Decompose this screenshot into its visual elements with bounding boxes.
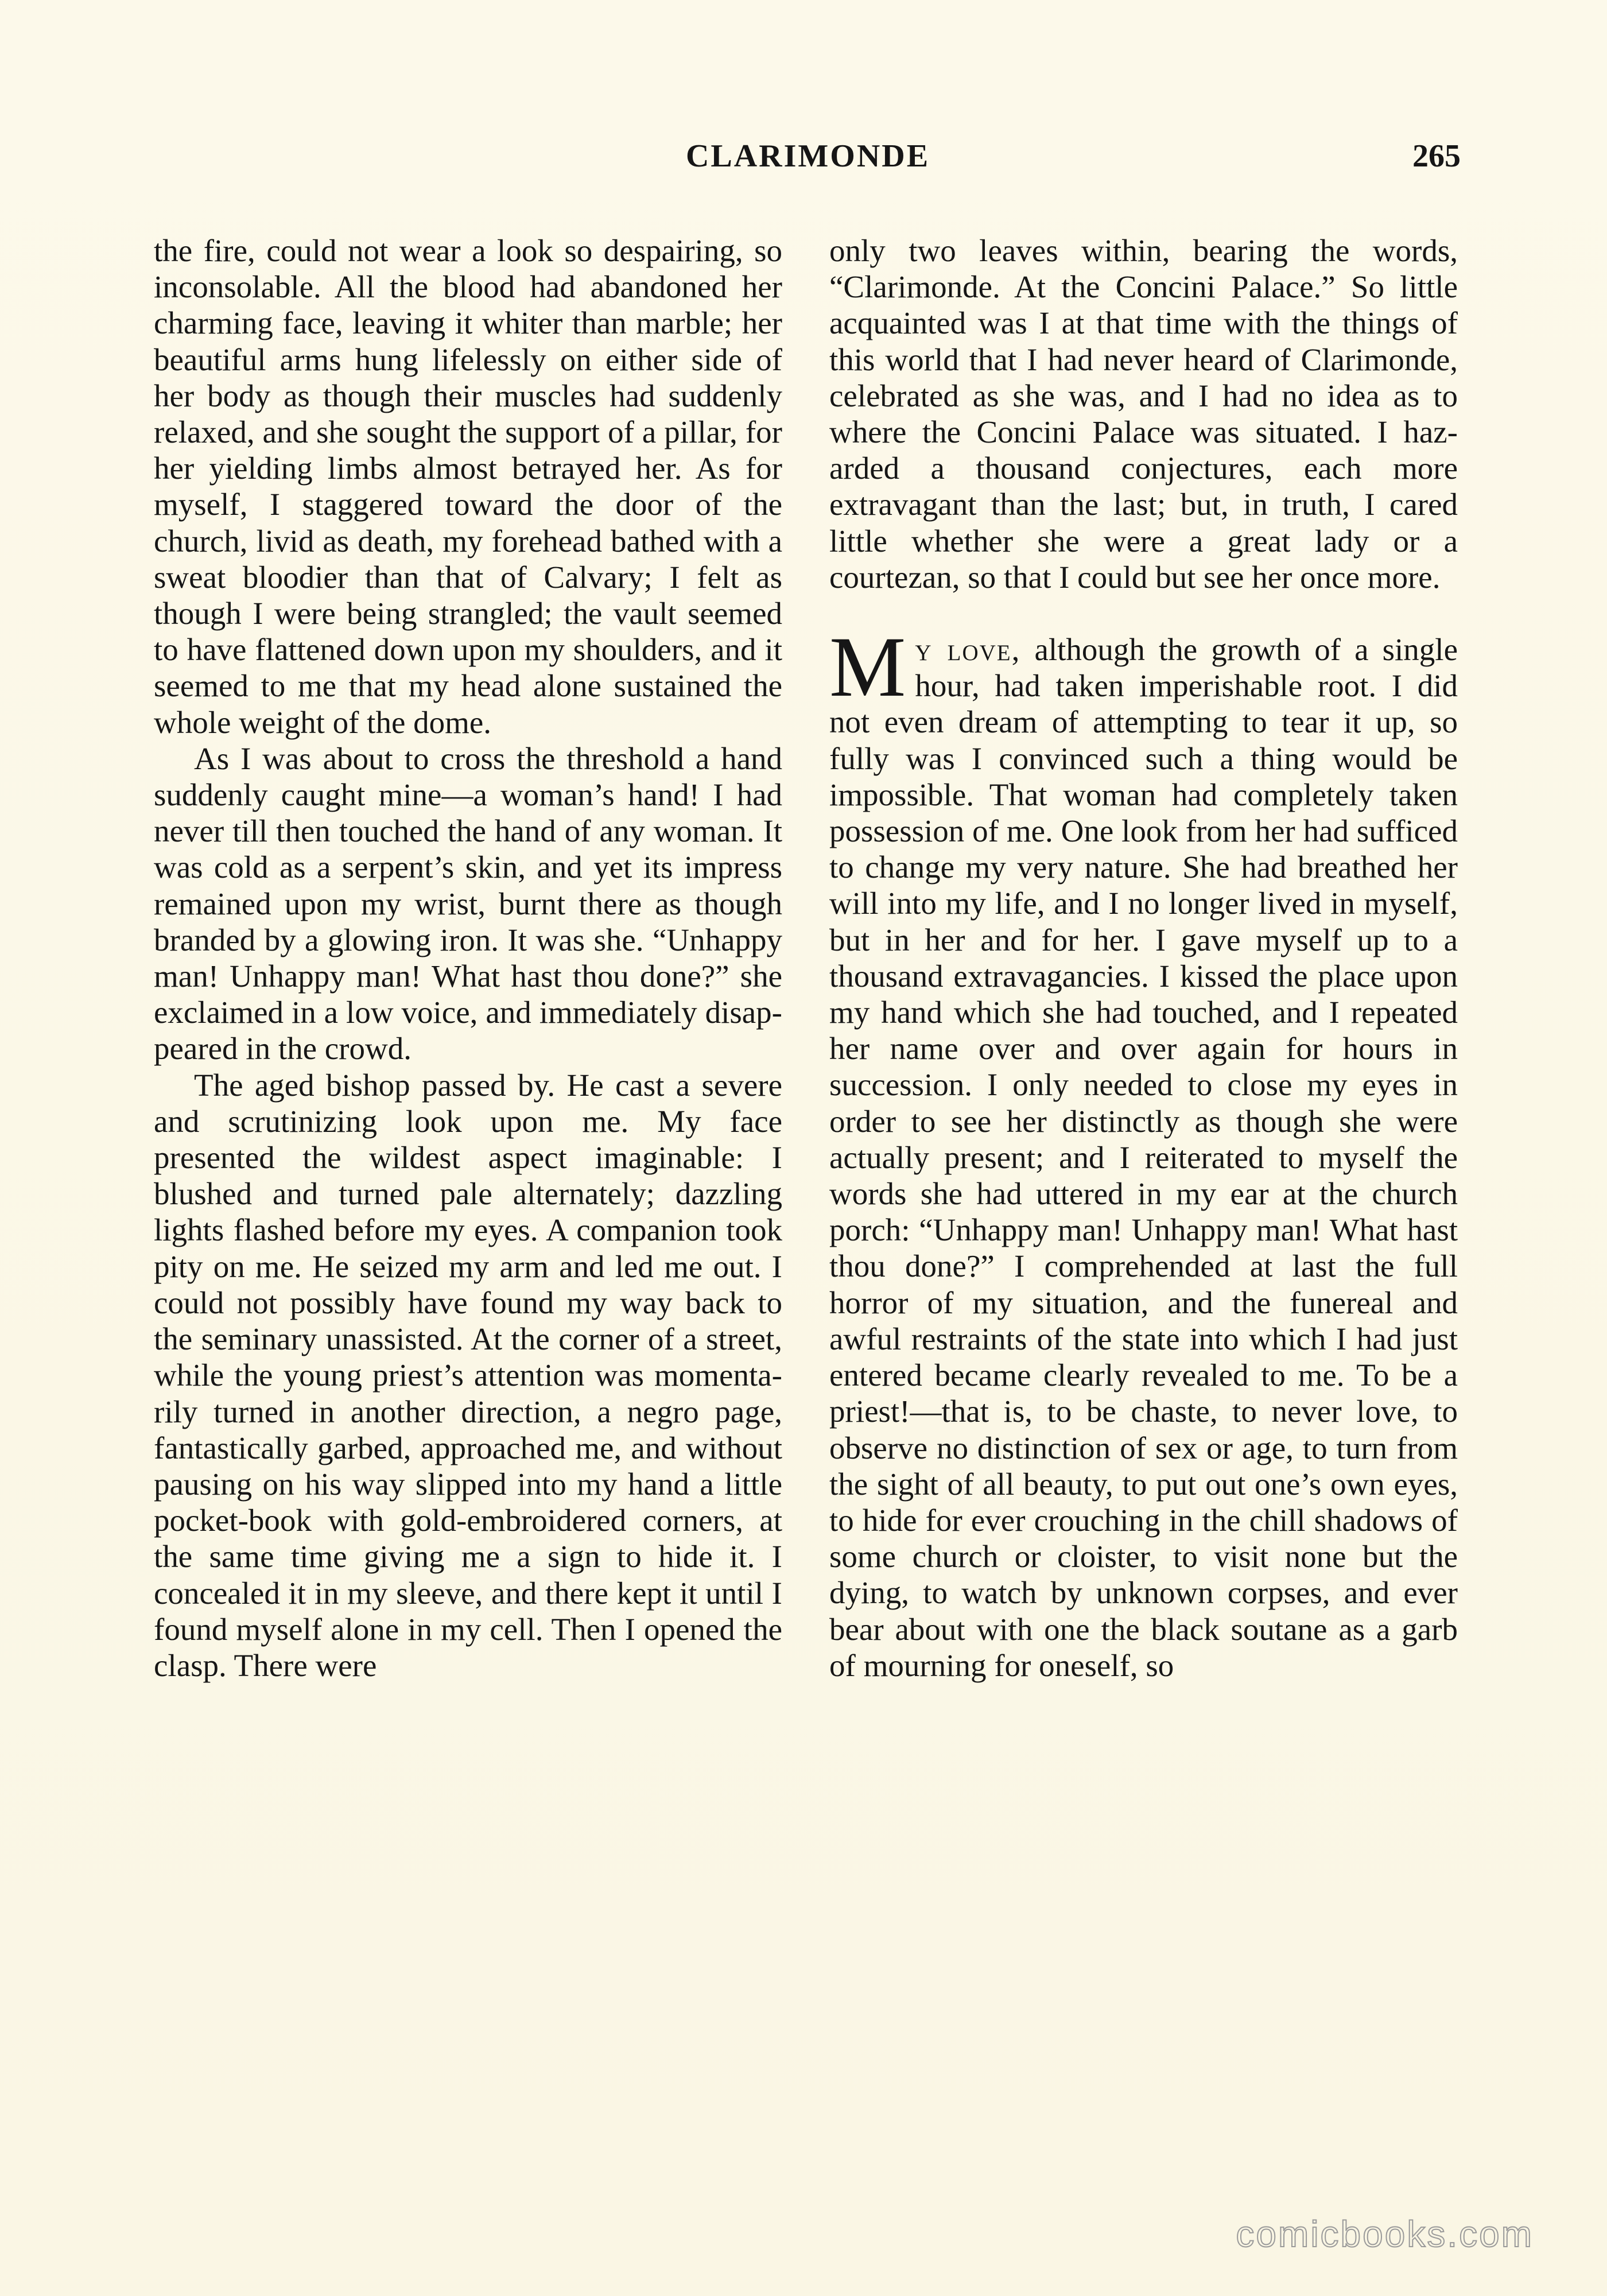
left-column xyxy=(154,232,782,1684)
opening-small-caps: y love, xyxy=(915,632,1021,668)
page-header xyxy=(155,138,1461,189)
running-title: CLARIMONDE xyxy=(685,138,930,174)
right-paragraph-1: only two leaves within, bearing the words, “Clarimonde. At the Concini Palace.” So little acquainted was I at that time with the things of this world that I had never heard of Clarimonde, celebrated as she was, and I had no idea as to where the Concini Palace was situated. I hazarded a thousand conjectures, each more extravagant than the last; but, in truth, I cared little whether she were a great lady or a courtezan, so that I could but see her once more. xyxy=(829,233,1458,595)
right-column xyxy=(829,232,1458,1684)
left-paragraph-1: the fire, could not wear a look so despairing, so inconsolable. All the blood had abandoned her charming face, leaving it whiter than marble; her beautiful arms hung lifelessly on either side of her body as though their muscles had suddenly relaxed, and she sought the support of a pillar, for her yielding limbs almost betrayed her. As for myself, I staggered toward the door of the church, livid as death, my forehead bathed with a sweat bloodier than that of Calvary; I felt as though I were being strangled; the vault seemed to have flattened down upon my shoulders, and it seemed to me that my head alone sustained the whole weight of the dome. xyxy=(154,233,782,740)
right-paragraph-2 xyxy=(829,619,1458,1684)
page-number: 265 xyxy=(1412,138,1461,174)
right-paragraph-2-text: although the growth of a single hour, had taken imperishable root. I did not even dream of attempting to tear it up, so fully was I convinced such a thing would be impossible. That woman had completely taken possession of me. One look from her had sufficed to change my very nature. She had breathed her will into my life, and I no longer lived in myself, but in her and for her. I gave myself up to a thousand extravagancies. I kissed the place upon my hand which she had touched, and I repeated her name over and over again for hours in succession. I only needed to close my eyes in order to see her distinctly as though she were actually present; and I reiterated to myself the words she had uttered in my ear at the church porch: “Unhappy man! Unhappy man! What hast thou done?” I comprehended at last the full horror of my situation, and the funereal and awful restraints of the state into which I had just entered became clearly revealed to me. To be a priest!—that is, to be chaste, to never love, to observe no distinction of sex or age, to turn from the sight of all beauty, to put out one’s own eyes, to hide for ever crouching in the chill shadows of some church or cloister, to visit none but the dying, to watch by unknown corpses, and ever bear about with one the black soutane as a garb of mourning for oneself, so xyxy=(829,632,1458,1683)
left-paragraph-2: As I was about to cross the threshold a hand suddenly caught mine—a woman’s hand! I had never till then touched the hand of any woman. It was cold as a serpent’s skin, and yet its impress remained upon my wrist, burnt there as though branded by a glowing iron. It was she. “Unhappy man! Unhappy man! What hast thou done?” she exclaimed in a low voice, and immediately disappeared in the crowd. xyxy=(154,740,782,1066)
site-watermark: comicbooks.com xyxy=(1236,2213,1534,2255)
left-paragraph-3: The aged bishop passed by. He cast a severe and scrutinizing look upon me. My face presented the wildest aspect imaginable: I blushed and turned pale alternately; dazzling lights flashed before my eyes. A companion took pity on me. He seized my arm and led me out. I could not possibly have found my way back to the seminary unassisted. At the corner of a street, while the young priest’s attention was momentarily turned in another direction, a negro page, fantastically garbed, approached me, and without pausing on his way slipped into my hand a little pocket-book with gold-embroidered corners, at the same time giving me a sign to hide it. I concealed it in my sleeve, and there kept it until I found myself alone in my cell. Then I opened the clasp. There were xyxy=(154,1067,782,1683)
section-break xyxy=(829,595,1458,631)
drop-cap-letter: M xyxy=(829,619,906,715)
